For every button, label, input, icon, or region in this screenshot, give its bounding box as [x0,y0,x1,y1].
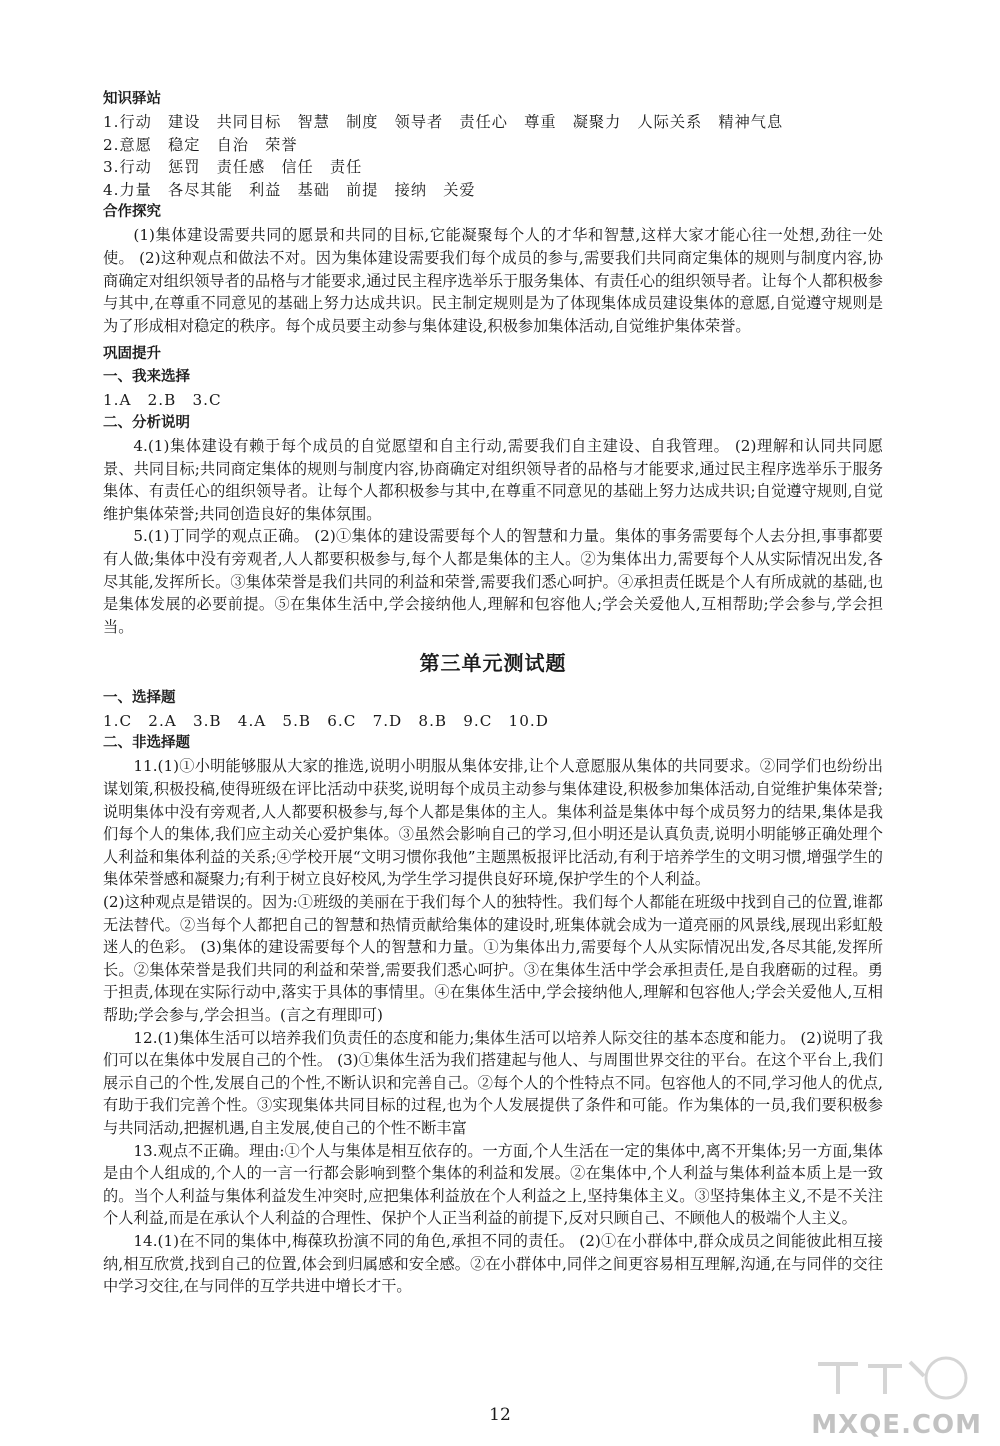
analysis-heading: 二、分析说明 [103,414,190,431]
page-content [103,88,883,1298]
unit-test-title: 第三单元测试题 [419,651,567,676]
cooperation-paragraph: (1)集体建设需要共同的愿景和共同的目标,它能凝聚每个人的才华和智慧,这样大家才能心往一处想,劲往一处使。 (2)这种观点和做法不对。因为集体建设需要我们每个成员的参与,需要我们共同商定集体的规则与制度内容,协商确定对组织领导者的品格与才能要求,通过民主程序选举乐于服务集体、有责任心的组织领导者。让每个人都积极参与其中,在尊重不同意见的基础上努力达成共识。民主制定规则是为了体现集体成员建设集体的意愿,自觉遵守规则是为了形成相对稳定的秩序。每个成员要主动参与集体建设,积极参加集体活动,自觉维护集体荣誉。 [103,226,883,335]
choose-heading: 一、我来选择 [103,369,190,386]
choice-heading: 一、选择题 [103,689,176,706]
question-5-answer: 5.(1)丁同学的观点正确。 (2)①集体的建设需要每个人的智慧和力量。集体的事务需要每个人去分担,事事都要有人做;集体中没有旁观者,人人都要积极参与,每个人都是集体的主人。②为集体出力,需要每个人从实际情况出发,各尽其能,发挥所长。③集体荣誉是我们共同的利益和荣誉,需要我们悉心呵护。④承担责任既是个人有所成就的基础,也是集体发展的必要前提。⑤在集体生活中,学会接纳他人,理解和包容他人;学会关爱他人,互相帮助;学会参与,学会担当。 [103,527,883,636]
knowledge-item: 3.行动 惩罚 责任感 信任 责任 [103,158,363,177]
knowledge-item: 1.行动 建设 共同目标 智慧 制度 领导者 责任心 尊重 凝聚力 人际关系 精神气息 [103,113,784,131]
cooperation-heading: 合作探究 [103,204,161,221]
page-number: 12 [489,1405,511,1425]
consolidate-heading: 巩固提升 [103,346,161,363]
knowledge-item: 4.力量 各尽其能 利益 基础 前提 接纳 关爱 [103,180,476,199]
choose-answers: 1.A 2.B 3.C [103,391,222,410]
choice-answers: 1.C 2.A 3.B 4.A 5.B 6.C 7.D 8.B 9.C 10.D [103,711,549,730]
watermark-text: MXQE.COM [811,1410,982,1440]
knowledge-station-heading: 知识驿站 [103,91,161,107]
nonchoice-heading: 二、非选择题 [103,735,190,752]
knowledge-item: 2.意愿 稳定 自治 荣誉 [103,135,298,154]
question-11-part2-answer: (2)这种观点是错误的。因为:①班级的美丽在于我们每个人的独特性。我们每个人都能在班级中找到自己的位置,谁都无法替代。②当每个人都把自己的智慧和热情贡献给集体的建设时,班集体就会成为一道亮丽的风景线,展现出彩虹般迷人的色彩。 (3)集体的建设需要每个人的智慧和力量。①为集体出力,需要每个人从实际情况出发,各尽其能,发挥所长。②集体荣誉是我们共同的利益和荣誉,需要我们悉心呵护。③在集体生活中学会承担责任,是自我磨砺的过程。勇于担责,体现在实际行动中,落实于具体的事情里。④在集体生活中,学会接纳他人,理解和包容他人;学会关爱他人,互相帮助;学会参与,学会担当。(言之有理即可) [103,893,883,1024]
question-12-answer: 12.(1)集体生活可以培养我们负责任的态度和能力;集体生活可以培养人际交往的基本态度和能力。 (2)说明了我们可以在集体中发展自己的个性。 (3)①集体生活为我们搭建起与他人、与周围世界交往的平台。在这个平台上,我们展示自己的个性,发展自己的个性,不断认识和完善自己。②每个人的个性特点不同。包容他人的不同,学习他人的优点,有助于我们完善个性。③实现集体共同目标的过程,也为个人发展提供了条件和可能。作为集体的一员,我们要积极参与共同活动,把握机遇,自主发展,使自己的个性不断丰富 [103,1028,883,1137]
question-14-answer: 14.(1)在不同的集体中,梅葆玖扮演不同的角色,承担不同的责任。 (2)①在小群体中,群众成员之间能彼此相互接纳,相互欣赏,找到自己的位置,体会到归属感和安全感。②在小群体中,同伴之间更容易相互理解,沟通,在与同伴的交往中学习交往,在与同伴的互学共进中增长才干。 [103,1231,883,1296]
question-13-answer: 13.观点不正确。理由:①个人与集体是相互依存的。一方面,个人生活在一定的集体中,离不开集体;另一方面,集体是由个人组成的,个人的一言一行都会影响到整个集体的利益和发展。②在集体中,个人利益与集体利益本质上是一致的。当个人利益与集体利益发生冲突时,应把集体利益放在个人利益之上,坚持集体主义。③坚持集体主义,不是不关注个人利益,而是在承认个人利益的合理性、保护个人正当利益的前提下,反对只顾自己、不顾他人的极端个人主义。 [103,1141,883,1228]
question-4-answer: 4.(1)集体建设有赖于每个成员的自觉愿望和自主行动,需要我们自主建设、自我管理。 (2)理解和认同共同愿景、共同目标;共同商定集体的规则与制度内容,协商确定对组织领导者的品格与才能要求,通过民主程序选举乐于服务集体、有责任心的组织领导者。让每个人都积极参与其中,在尊重不同意见的基础上努力达成共识;自觉遵守规则,自觉维护集体荣誉;共同创造良好的集体氛围。 [103,436,883,523]
question-11-part1-answer: 11.(1)①小明能够服从大家的推选,说明小明服从集体安排,让个人意愿服从集体的共同要求。②同学们也纷纷出谋划策,积极投稿,使得班级在评比活动中获奖,说明每个成员主动参与集体建设,积极参加集体活动,自觉维护集体荣誉;说明集体中没有旁观者,人人都要积极参与,每个人都是集体的主人。集体利益是集体中每个成员努力的结果,集体是我们每个人的集体,我们应主动关心爱护集体。③虽然会影响自己的学习,但小明还是认真负责,说明小明能够正确处理个人利益和集体利益的关系;④学校开展“文明习惯你我他”主题黑板报评比活动,有利于培养学生的文明习惯,增强学生的集体荣誉感和凝聚力;有利于树立良好校风,为学生学习提供良好环境,保护学生的个人利益。 [103,757,883,889]
